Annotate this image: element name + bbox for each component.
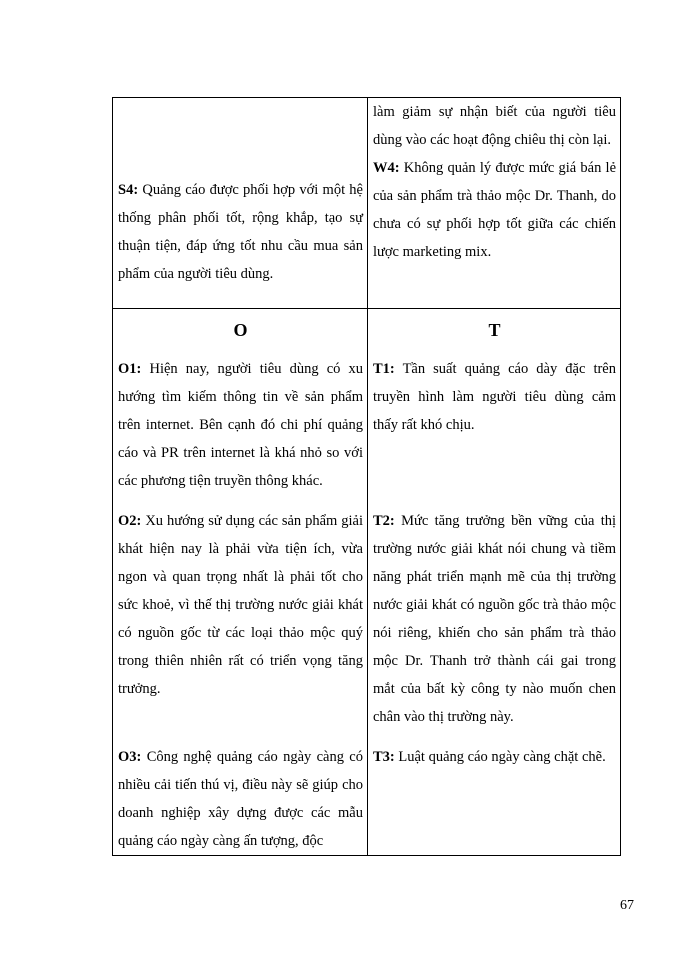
- o3-label: O3:: [118, 749, 142, 765]
- t3-text: Luật quảng cáo ngày càng chặt chẽ.: [398, 749, 606, 765]
- threats-header: T: [488, 320, 501, 340]
- o2-text: Xu hướng sử dụng các sản phẩm giải khát hiện nay là phải vừa tiện ích, vừa ngon và quan trọng nhất là phải tốt cho sức khoẻ, vì thế thị trường nước giải khát có nguồn gốc từ các loại thảo mộc quý trong thiên nhiên rất có triển vọng tăng trưởng.: [118, 513, 364, 697]
- o1-paragraph: [118, 355, 363, 495]
- t1-label: T1:: [373, 361, 395, 377]
- s4-text: Quảng cáo được phối hợp với một hệ thống phân phối tốt, rộng khắp, tạo sự thuận tiện, đáp ứng tốt nhu cầu mua sản phẩm của người tiêu dùng.: [118, 182, 363, 282]
- opportunities-header: O: [233, 320, 248, 340]
- o1-text: Hiện nay, người tiêu dùng có xu hướng tìm kiếm thông tin về sản phẩm trên internet. Bên cạnh đó chi phí quảng cáo và PR trên internet là khá nhỏ so với các phương tiện truyền thông khác.: [118, 361, 363, 489]
- o2-paragraph: [118, 507, 363, 703]
- cell-threats: [368, 309, 621, 856]
- weakness-continuation: làm giảm sự nhận biết của người tiêu dùng vào các hoạt động chiêu thị còn lại.: [373, 104, 616, 148]
- table-row-opportunities-threats: [113, 309, 621, 856]
- s4-label: S4:: [118, 182, 139, 198]
- w4-paragraph: [373, 154, 616, 266]
- cell-weaknesses: [368, 98, 621, 309]
- t2-text: Mức tăng trưởng bền vững của thị trường nước giải khát nói chung và tiềm năng phát triển mạnh mẽ của thị trường nước giải khát có nguồn gốc trà thảo mộc nói riêng, khiến cho sản phẩm trà thảo mộc Dr. Thanh trở thành cái gai trong mắt của bất kỳ công ty nào muốn chen chân vào thị trường này.: [373, 513, 617, 725]
- o2-label: O2:: [118, 513, 142, 529]
- t2-label: T2:: [373, 513, 395, 529]
- table-row-strengths-weaknesses: [113, 98, 621, 309]
- page-number: 67: [620, 898, 634, 913]
- t3-label: T3:: [373, 749, 395, 765]
- t3-paragraph: [373, 743, 616, 771]
- w4-label: W4:: [373, 160, 400, 176]
- t1-paragraph: [373, 355, 616, 439]
- o3-paragraph: [118, 743, 363, 855]
- o1-label: O1:: [118, 361, 142, 377]
- t2-paragraph: [373, 507, 616, 731]
- w4-text: Không quản lý được mức giá bán lẻ của sản phẩm trà thảo mộc Dr. Thanh, do chưa có sự phối hợp tốt giữa các chiến lược marketing mix.: [373, 160, 616, 260]
- swot-table: [112, 97, 621, 856]
- cell-s4: [113, 98, 368, 309]
- s4-paragraph: [118, 176, 363, 288]
- t1-text: Tần suất quảng cáo dày đặc trên truyền hình làm người tiêu dùng cảm thấy rất khó chịu.: [373, 361, 616, 433]
- o3-text: Công nghệ quảng cáo ngày càng có nhiều cải tiến thú vị, điều này sẽ giúp cho doanh nghiệp xây dựng được các mẫu quảng cáo ngày càng ấn tượng, độc: [118, 749, 363, 849]
- cell-opportunities: [113, 309, 368, 856]
